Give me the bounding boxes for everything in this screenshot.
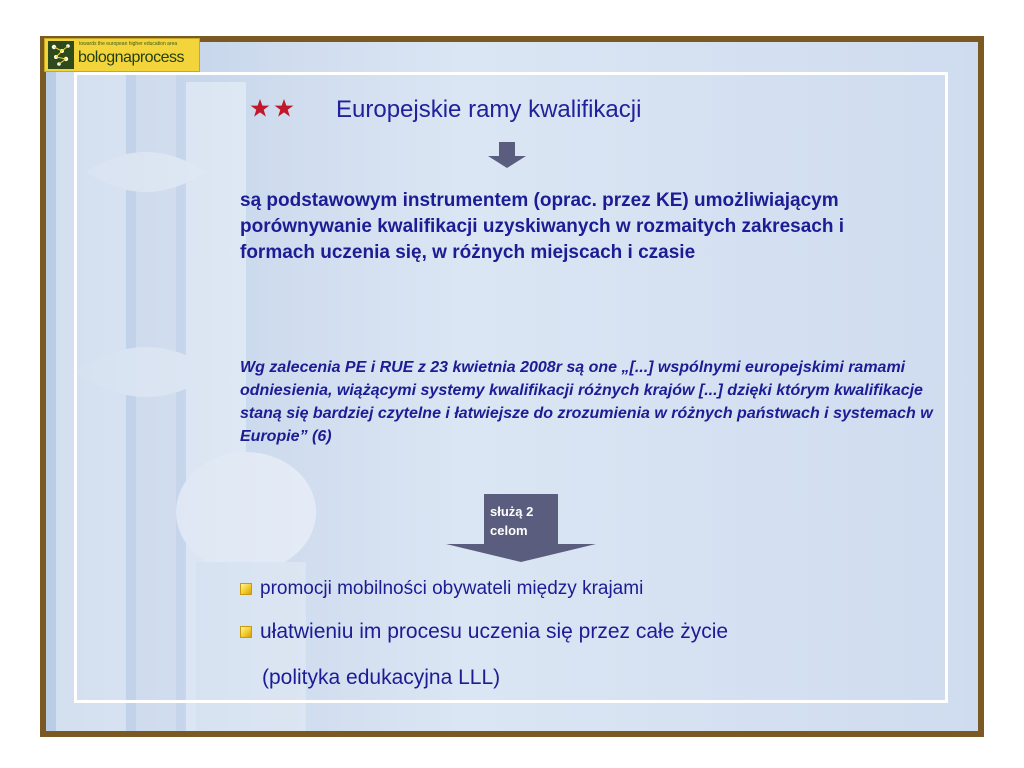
- quote-paragraph: Wg zalecenia PE i RUE z 23 kwietnia 2008r są one „[...] wspólnymi europejskimi ramami odniesienia, wiążącymi systemy kwalifikacji różnych krajów [...] dzięki którym kwalifikacje staną się bardziej czytelne i łatwiejsze do zrozumienia w różnych państwach i systemach w Europie” (6): [240, 359, 933, 445]
- star-icon: [250, 98, 300, 118]
- slide-title: Europejskie ramy kwalifikacji: [336, 96, 642, 123]
- logo-mark-icon: [48, 41, 74, 69]
- bullet-item: [240, 620, 728, 644]
- goal-arrow-label: służą 2 celom: [490, 504, 534, 538]
- logo-tagline: towards the european higher education area: [79, 41, 178, 47]
- logo-name: [78, 49, 184, 67]
- bullet-item: [240, 578, 643, 600]
- logo-name-part1: bologna: [78, 49, 132, 66]
- down-arrow-icon: [488, 142, 526, 168]
- logo-name-part2: process: [131, 49, 184, 66]
- bullet-text: ułatwieniu im procesu uczenia się przez całe życie: [260, 620, 729, 643]
- bullet-square-icon: [240, 626, 252, 638]
- bullet-text: promocji mobilności obywateli między krajami: [260, 578, 644, 599]
- bologna-process-logo: [44, 38, 200, 72]
- bullet-square-icon: [240, 583, 252, 595]
- bullet-continuation: (polityka edukacyjna LLL): [262, 666, 501, 689]
- definition-paragraph: są podstawowym instrumentem (oprac. przez KE) umożliwiającym porównywanie kwalifikacji uzyskiwanych w rozmaitych zakresach i formach uczenia się, w różnych miejscach i czasie: [240, 190, 845, 263]
